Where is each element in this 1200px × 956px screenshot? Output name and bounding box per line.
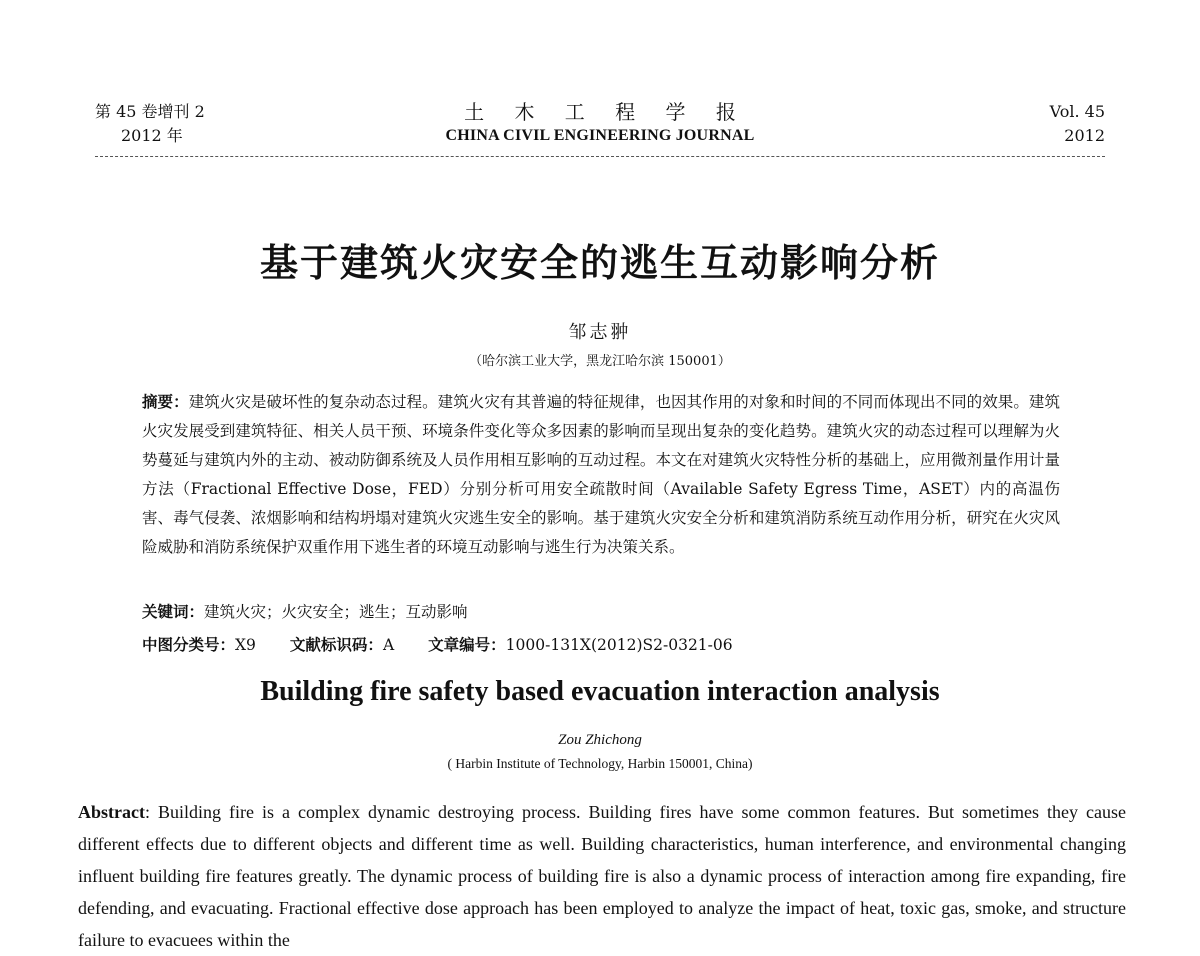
- abstract-en: [78, 796, 1126, 956]
- classification-line: [142, 633, 733, 655]
- affiliation-en: ( Harbin Institute of Technology, Harbin 150001, China): [447, 756, 753, 771]
- doc-code-label: 文献标识码：: [289, 636, 383, 654]
- header-volume-en: [1050, 100, 1105, 148]
- article-title-en: Building fire safety based evacuation interaction analysis: [260, 676, 940, 707]
- volume-en: Vol. 45: [1049, 102, 1105, 121]
- abstract-label-cn: 摘要：: [142, 393, 189, 411]
- journal-name-en: CHINA CIVIL ENGINEERING JOURNAL: [445, 127, 755, 144]
- abstract-cn: [142, 388, 1060, 562]
- class-label: 中图分类号：: [142, 636, 236, 654]
- keywords-text-cn: 建筑火灾；火灾安全；逃生；互动影响: [204, 603, 468, 621]
- year-en: 2012: [1064, 126, 1105, 145]
- author-cn: 邹志翀: [568, 322, 632, 343]
- doc-code-value: A: [382, 636, 395, 654]
- author-en: Zou Zhichong: [558, 732, 642, 748]
- abstract-label-en: Abstract: [78, 802, 145, 822]
- class-value: X9: [235, 636, 256, 654]
- article-title-cn: 基于建筑火灾安全的逃生互动影响分析: [259, 241, 940, 285]
- article-no-value: 1000-131X(2012)S2-0321-06: [505, 636, 733, 654]
- header-journal: [0, 100, 1200, 148]
- affiliation-cn: （哈尔滨工业大学，黑龙江哈尔滨 150001）: [469, 354, 731, 369]
- volume-cn: 第 45 卷增刊 2: [95, 102, 205, 121]
- article-no-label: 文章编号：: [428, 636, 506, 654]
- keywords-cn: [142, 600, 468, 622]
- year-cn: 2012 年: [121, 126, 183, 145]
- keywords-label-cn: 关键词：: [142, 603, 205, 621]
- abstract-text-en: : Building fire is a complex dynamic destroying process. Building fires have some common features. But sometimes they cause different effects due to different objects and different time as well. Building characteristics, human interference, and environmental changing influent building fire features greatly. The dynamic process of building fire is also a dynamic process of interaction among fire expanding, fire defending, and evacuating. Fractional effective dose approach has been employed to analyze the impact of heat, toxic gas, smoke, and structure failure to evacuees within the: [78, 802, 1126, 950]
- abstract-text-cn: 建筑火灾是破坏性的复杂动态过程。建筑火灾有其普遍的特征规律，也因其作用的对象和时间的不同而体现出不同的效果。建筑火灾发展受到建筑特征、相关人员干预、环境条件变化等众多因素的影响而呈现出复杂的变化趋势。建筑火灾的动态过程可以理解为火势蔓延与建筑内外的主动、被动防御系统及人员作用相互影响的互动过程。本文在对建筑火灾特性分析的基础上，应用微剂量作用计量方法（Fractional Effective Dose，FED）分别分析可用安全疏散时间（Available Safety Egress Time，ASET）内的高温伤害、毒气侵袭、浓烟影响和结构坍塌对建筑火灾逃生安全的影响。基于建筑火灾安全分析和建筑消防系统互动作用分析，研究在火灾风险威胁和消防系统保护双重作用下逃生者的环境互动影响与逃生行为决策关系。: [142, 393, 1060, 556]
- header-divider: [95, 156, 1105, 157]
- journal-name-cn: 土 木 工 程 学 报: [464, 100, 748, 124]
